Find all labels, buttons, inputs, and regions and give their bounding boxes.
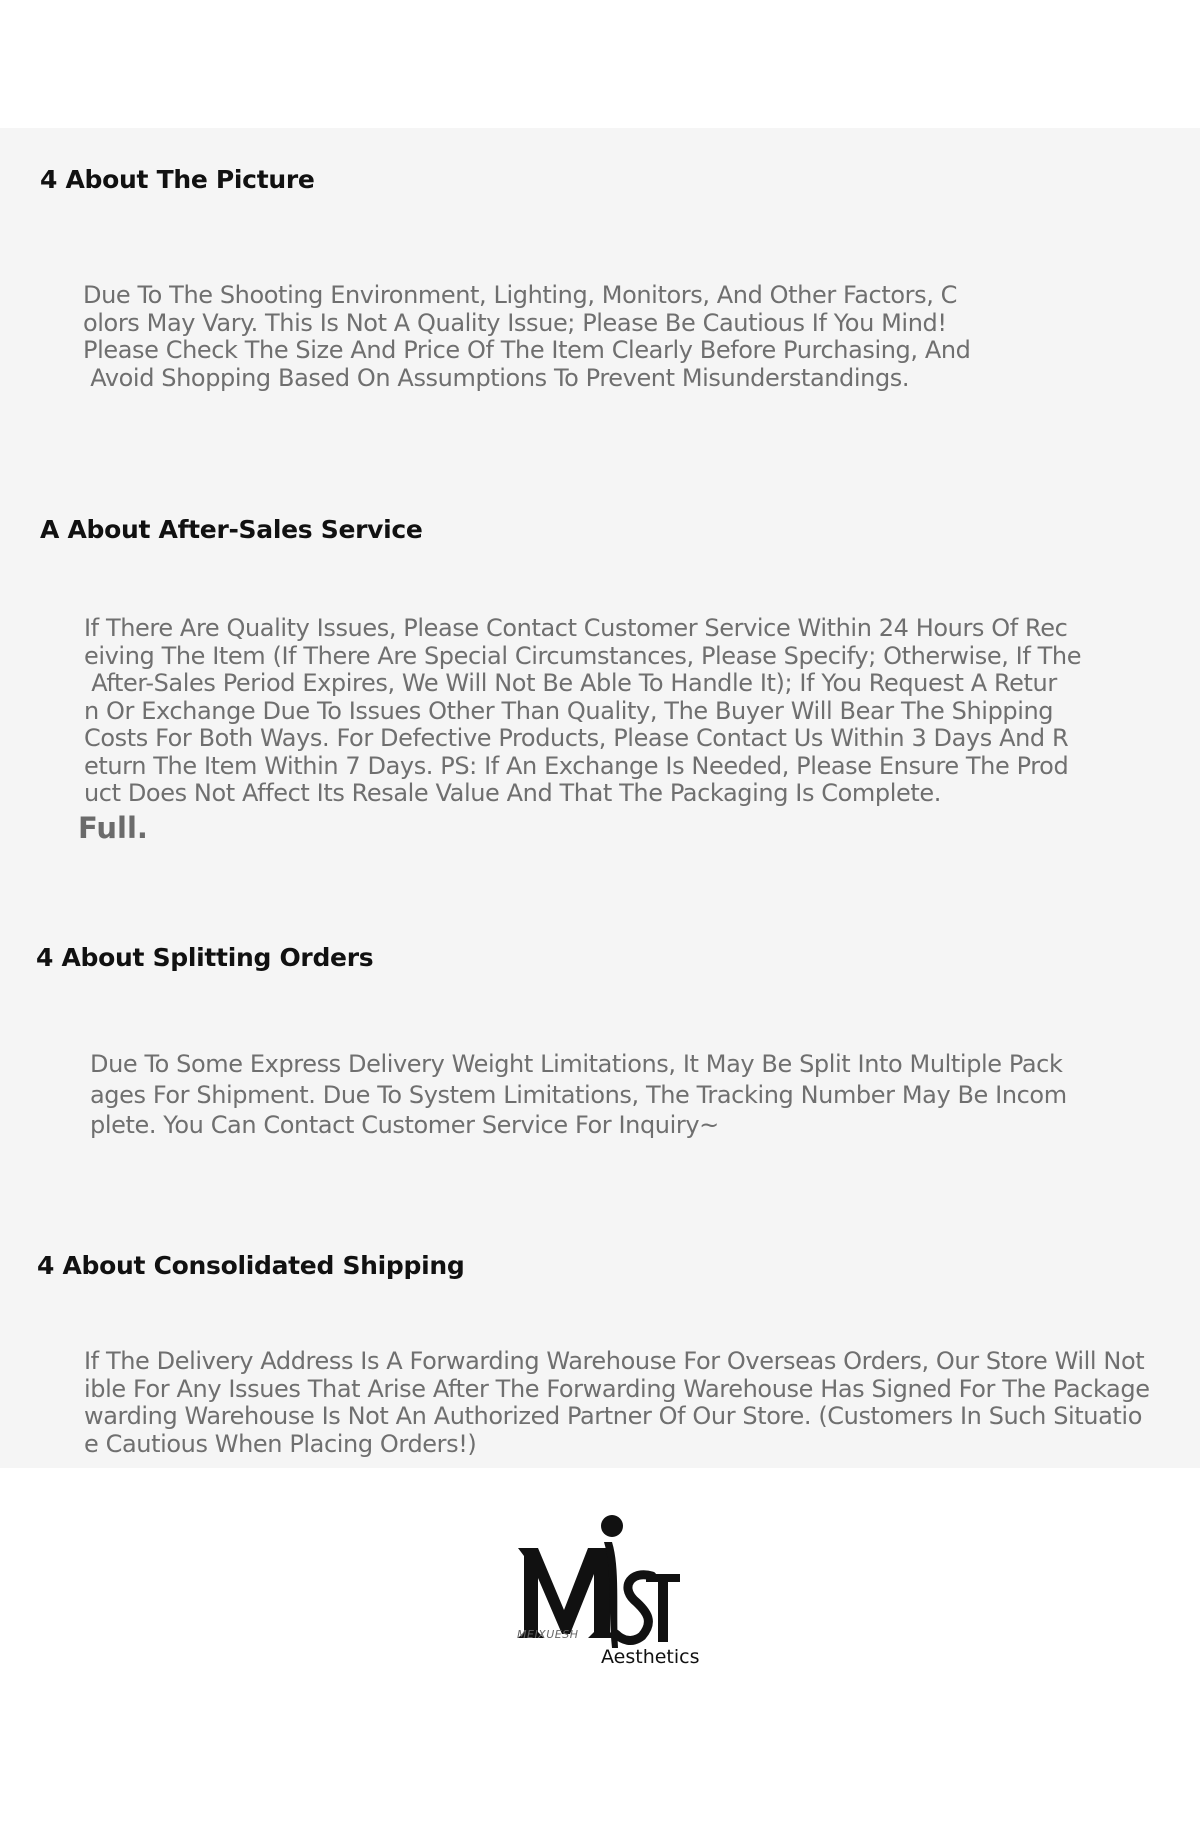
logo-letter-t <box>646 1574 680 1642</box>
logo-small-text: MEIXUESH <box>517 1628 579 1641</box>
logo-letter-s <box>616 1575 652 1641</box>
logo-dot <box>601 1515 623 1537</box>
section-text-picture: Due To The Shooting Environment, Lighting, Monitors, And Other Factors, C olors May Vary. This Is Not A Quality Issue; Please Be Cautious If You Mind! Please Check The Size And Price Of The Item Clearly Before Purchasing, And Avoid Shopping Based On Assumptions To Prevent Misunderstandings. <box>83 281 971 392</box>
logo-subtitle: Aesthetics <box>601 1646 700 1668</box>
section-title-splitting: 4 About Splitting Orders <box>36 943 374 972</box>
section-title-picture: 4 About The Picture <box>40 165 315 194</box>
section-text-after-sales: If There Are Quality Issues, Please Contact Customer Service Within 24 Hours Of Rec eiving The Item (If There Are Special Circumstances, Please Specify; Otherwise, If The After-Sales Period Expires, We Will Not Be Able To Handle It); If You Request A Retur n Or Exchange Due To Issues Other Than Quality, The Buyer Will Bear The Shipping Costs For Both Ways. For Defective Products, Please Contact Us Within 3 Days And R eturn The Item Within 7 Days. PS: If An Exchange Is Needed, Please Ensure The Prod uct Does Not Affect Its Resale Value And That The Packaging Is Complete. <box>84 614 1082 807</box>
logo-letter-m <box>518 1548 616 1638</box>
section-text-splitting: Due To Some Express Delivery Weight Limitations, It May Be Split Into Multiple Pack ages For Shipment. Due To System Limitations, The Tracking Number May Be Incom plete. You Can Contact Customer Service For Inquiry~ <box>90 1050 1067 1139</box>
section-title-consolidated: 4 About Consolidated Shipping <box>37 1251 465 1280</box>
section-text-consolidated: If The Delivery Address Is A Forwarding Warehouse For Overseas Orders, Our Store Will Not ible For Any Issues That Arise After The Forwarding Warehouse Has Signed For The Package warding Warehouse Is Not An Authorized Partner Of Our Store. (Customers In Such Situatio e Cautious When Placing Orders!) <box>84 1347 1150 1458</box>
after-sales-full-label: Full. <box>78 811 148 845</box>
brand-logo <box>512 1508 712 1668</box>
section-title-after-sales: A About After-Sales Service <box>40 515 423 544</box>
